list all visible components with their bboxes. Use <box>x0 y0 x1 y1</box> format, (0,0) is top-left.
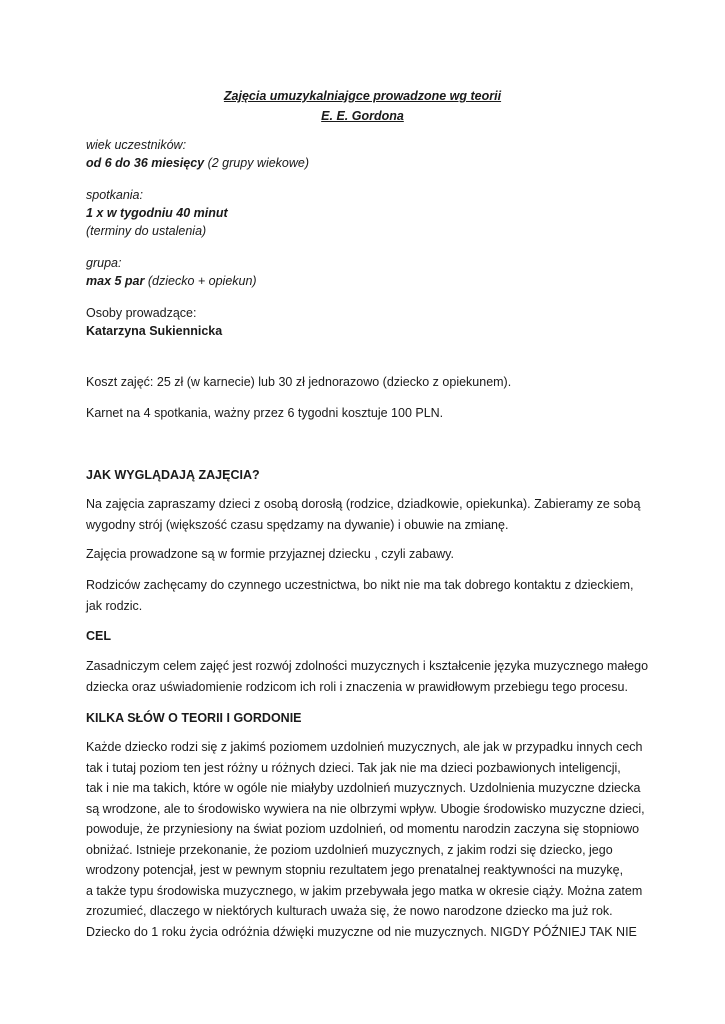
group-note: (dziecko + opiekun) <box>144 274 257 288</box>
paragraph-line: a także typu środowiska muzycznego, w jakim przebywała jego matka w okresie ciąży. Można zatem <box>86 883 643 898</box>
activities-paragraph-1 <box>86 494 666 535</box>
section-heading-goal: CEL <box>86 629 111 643</box>
section-heading-theory: KILKA SŁÓW O TEORII I GORDONIE <box>86 711 302 725</box>
group-line <box>86 272 257 290</box>
paragraph-line: powoduje, że przyniesiony na świat poziom uzdolnień, od momentu narodzin zaczyna się stopniowo <box>86 822 640 836</box>
meetings-note: (terminy do ustalenia) <box>86 224 207 238</box>
section-heading-activities: JAK WYGLĄDAJĄ ZAJĘCIA? <box>86 468 260 482</box>
group-label: grupa: <box>86 256 122 270</box>
document-title-line-2: E. E. Gordona <box>321 109 404 123</box>
paragraph-line: Rodziców zachęcamy do czynnego uczestnictwa, bo nikt nie ma tak dobrego kontaktu z dzieckiem, <box>86 578 634 592</box>
goal-paragraph <box>86 656 666 697</box>
age-label: wiek uczestników: <box>86 138 187 152</box>
paragraph-line: jak rodzic. <box>86 598 143 613</box>
meetings-label: spotkania: <box>86 188 143 202</box>
activities-paragraph-2 <box>86 544 666 565</box>
leaders-value: Katarzyna Sukiennicka <box>86 324 223 338</box>
age-note: (2 grupy wiekowe) <box>204 156 310 170</box>
leaders-label: Osoby prowadzące: <box>86 306 197 320</box>
paragraph-line: zrozumieć, dlaczego w niektórych kulturach uważa się, że nowo narodzone dziecko ma już rok. <box>86 904 613 918</box>
document-title-line-1: Zajęcia umuzykalniajgce prowadzone wg teorii <box>223 89 502 103</box>
paragraph-line: wrodzony potencjał, jest w pewnym stopniu rezultatem jego prenatalnej reaktywności na muzykę, <box>86 863 624 877</box>
paragraph-line: Zajęcia prowadzone są w formie przyjaznej dziecku , czyli zabawy. <box>86 547 454 561</box>
activities-paragraph-3 <box>86 575 666 616</box>
cost-line: Koszt zajęć: 25 zł (w karnecie) lub 30 zł jednorazowo (dziecko z opiekunem). <box>86 375 512 389</box>
paragraph-line: Każde dziecko rodzi się z jakimś poziomem uzdolnień muzycznych, ale jak w przypadku innych cech <box>86 740 643 754</box>
paragraph-line: obniżać. Istnieje przekonanie, że poziom uzdolnień muzycznych, z jakim rodzi się dziecko, jego <box>86 842 613 857</box>
theory-paragraph <box>86 737 666 942</box>
paragraph-line: Dziecko do 1 roku życia odróżnia dźwięki muzyczne od nie muzycznych. NIGDY PÓŹNIEJ TAK NIE <box>86 924 637 939</box>
paragraph-line: są wrodzone, ale to środowisko wywiera na nie olbrzymi wpływ. Ubogie środowisko muzyczne dzieci, <box>86 801 645 816</box>
group-value: max 5 par <box>86 274 145 288</box>
paragraph-line: wygodny strój (większość czasu spędzamy na dywanie) i obuwie na zmianę. <box>86 517 509 532</box>
paragraph-line: dziecka oraz uświadomienie rodzicom ich roli i znaczenia w prawidłowym przebiegu tego procesu. <box>86 679 628 694</box>
age-value: od 6 do 36 miesięcy <box>86 156 205 170</box>
meetings-value: 1 x w tygodniu 40 minut <box>86 206 228 220</box>
age-line <box>86 154 309 172</box>
paragraph-line: Na zajęcia zapraszamy dzieci z osobą dorosłą (rodzice, dziadkowie, opiekunka). Zabieramy ze sobą <box>86 497 641 511</box>
paragraph-line: tak i nie ma takich, które w ogóle nie miałyby uzdolnień muzycznych. Uzdolnienia muzyczne dziecka <box>86 781 641 795</box>
ticket-line: Karnet na 4 spotkania, ważny przez 6 tygodni kosztuje 100 PLN. <box>86 406 444 420</box>
paragraph-line: Zasadniczym celem zajęć jest rozwój zdolności muzycznych i kształcenie języka muzycznego małego <box>86 659 649 673</box>
paragraph-line: tak i tutaj poziom ten jest różny u różnych dzieci. Tak jak nie ma dzieci pozbawionych inteligencji, <box>86 760 621 775</box>
